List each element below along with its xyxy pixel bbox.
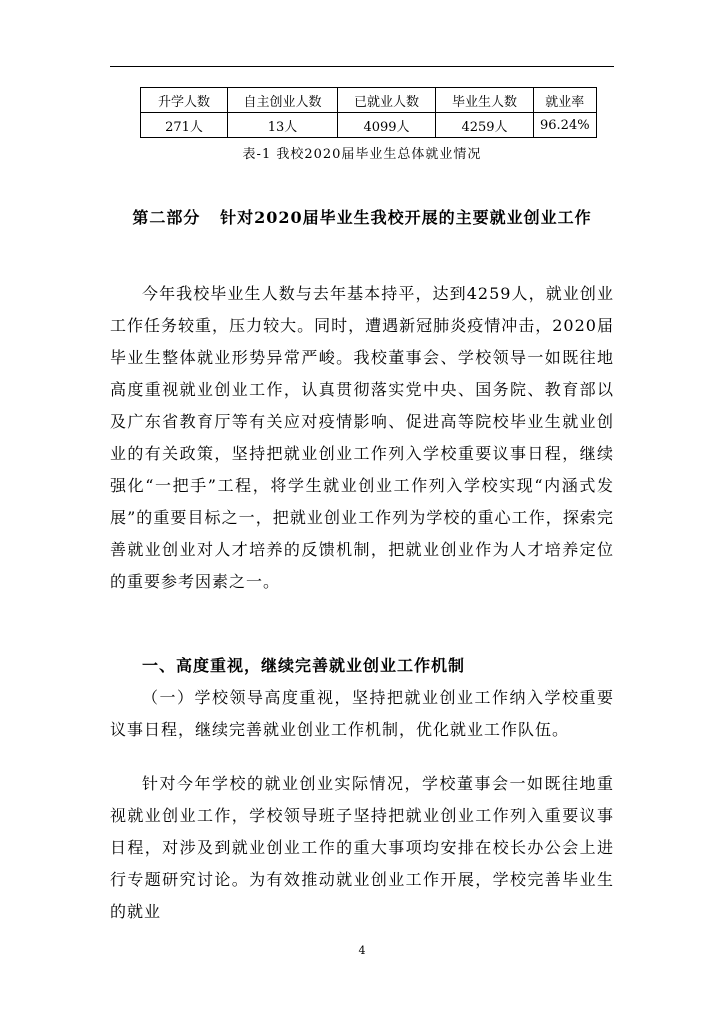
- subsection-heading: 一、高度重视，继续完善就业创业工作机制: [142, 656, 466, 675]
- employment-stats-table: [140, 87, 597, 138]
- table-header-cell: 就业率: [534, 88, 597, 113]
- detail-paragraph: 针对今年学校的就业创业实际情况，学校董事会一如既往地重视就业创业工作，学校领导班子坚持把就业创业工作列入重要议事日程，对涉及到就业创业工作的重大事项均安排在校长办公会上进行专题研究讨论。为有效推动就业创业工作开展，学校完善毕业生的就业: [110, 774, 614, 921]
- table-header-cell: 毕业生人数: [436, 88, 534, 113]
- table-header-cell: 升学人数: [141, 88, 228, 113]
- table-row: [141, 113, 597, 138]
- table-header-cell: 自主创业人数: [228, 88, 338, 113]
- table-cell: 96.24%: [534, 113, 597, 138]
- table-cell: 13人: [228, 113, 338, 138]
- page-number: 4: [358, 944, 366, 957]
- table-header-row: [141, 88, 597, 113]
- sub-point-paragraph: （一）学校领导高度重视，坚持把就业创业工作纳入学校重要议事日程，继续完善就业创业工作机制，优化就业工作队伍。: [110, 688, 614, 739]
- table-header-cell: 已就业人数: [338, 88, 436, 113]
- table-cell: 4259人: [436, 113, 534, 138]
- table-cell: 271人: [141, 113, 228, 138]
- section-title: 第二部分 针对2020届毕业生我校开展的主要就业创业工作: [132, 208, 592, 227]
- intro-paragraph: 今年我校毕业生人数与去年基本持平，达到4259人，就业创业工作任务较重，压力较大。同时，遭遇新冠肺炎疫情冲击，2020届毕业生整体就业形势异常严峻。我校董事会、学校领导一如既往地高度重视就业创业工作，认真贯彻落实党中央、国务院、教育部以及广东省教育厅等有关应对疫情影响、促进高等院校毕业生就业创业的有关政策，坚持把就业创业工作列入学校重要议事日程，继续强化“一把手”工程，将学生就业创业工作列入学校实现“内涵式发展”的重要目标之一，把就业创业工作列为学校的重心工作，探索完善就业创业对人才培养的反馈机制，把就业创业作为人才培养定位的重要参考因素之一。: [110, 284, 614, 591]
- table-cell: 4099人: [338, 113, 436, 138]
- header-rule: [110, 66, 614, 67]
- table-caption: 表-1 我校2020届毕业生总体就业情况: [242, 147, 482, 162]
